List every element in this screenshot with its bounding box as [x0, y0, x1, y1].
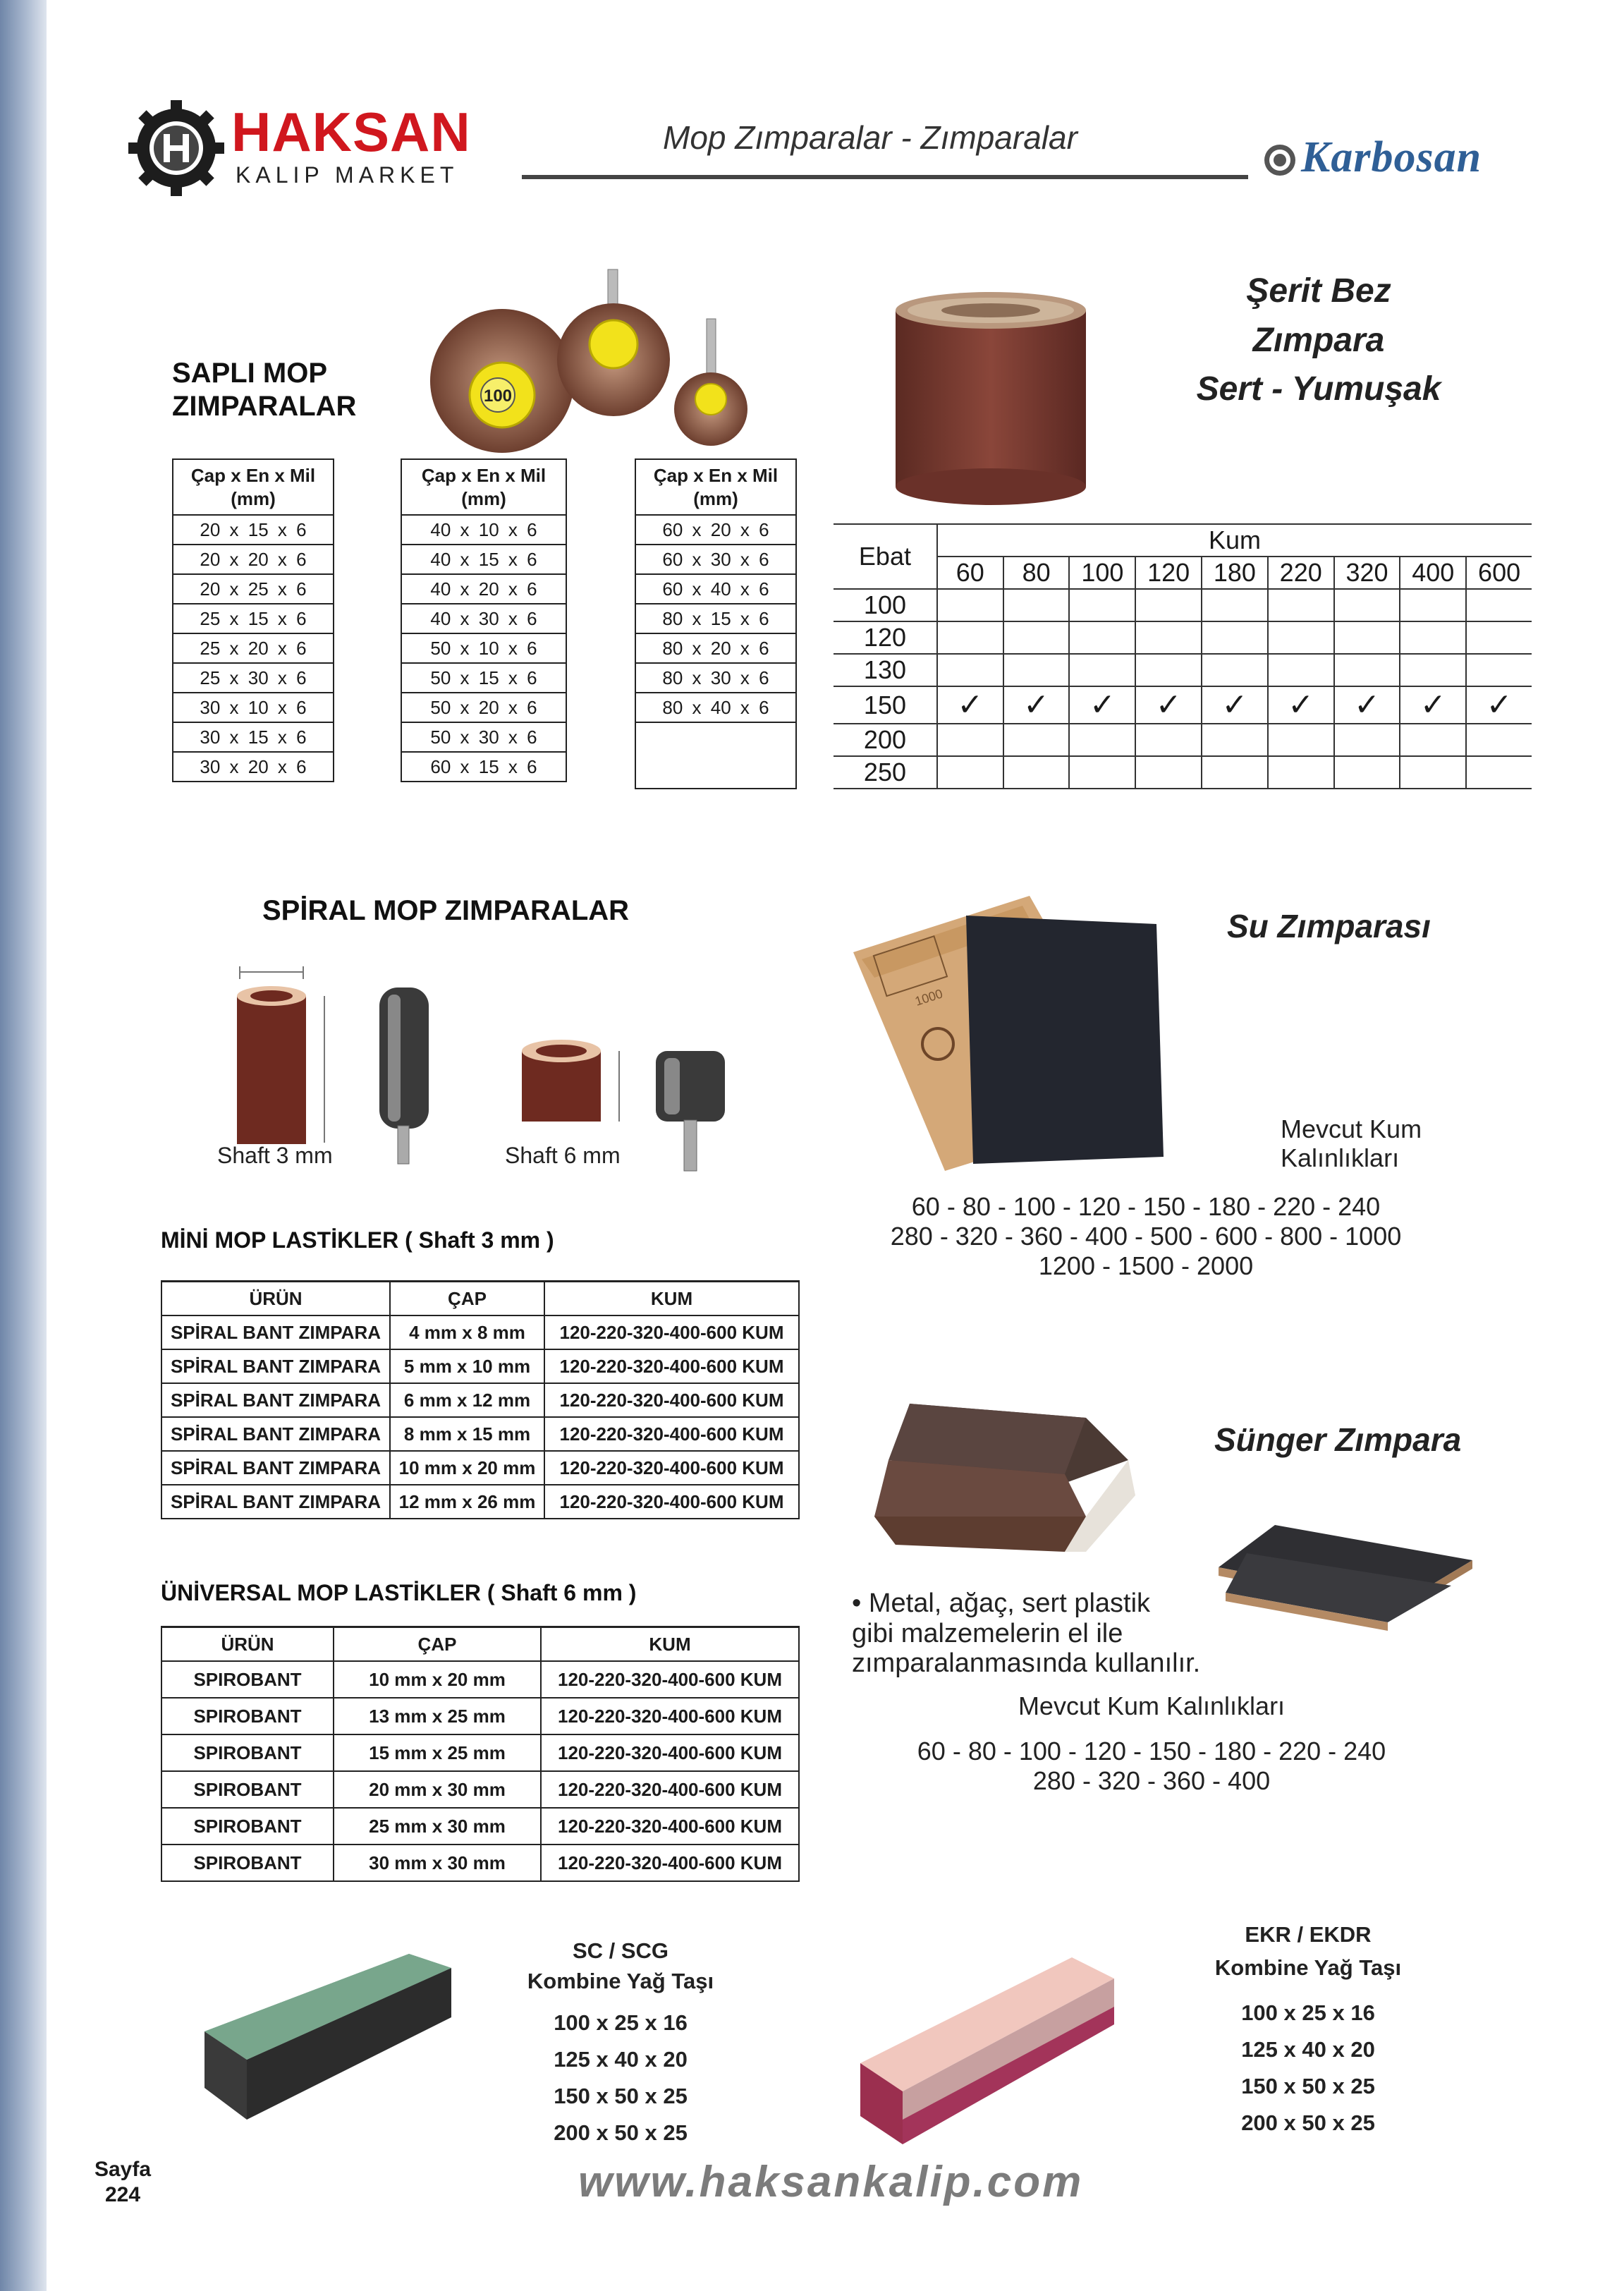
universal-header-urun: ÜRÜN [161, 1627, 334, 1662]
sapli-header-label: Çap x En x Mil [421, 465, 547, 486]
flap-wheel-image [423, 261, 740, 458]
su-kum-label [1281, 1114, 1422, 1173]
su-grit-list [850, 1192, 1442, 1280]
sunger-grit-list [852, 1737, 1451, 1796]
page-title: Mop Zımparalar - Zımparalar [663, 119, 1077, 156]
ebat-size-cell: 200 [834, 724, 937, 756]
empty-cell [1400, 621, 1466, 654]
grit-cell: 120-220-320-400-600 KUM [541, 1734, 799, 1771]
empty-cell [1400, 756, 1466, 789]
diameter-cell: 30 mm x 30 mm [334, 1845, 541, 1881]
empty-cell [1466, 589, 1532, 621]
water-sandpaper-image [853, 896, 1178, 1171]
sunger-desc-line3: zımparalanmasında kullanılır. [852, 1648, 1201, 1679]
ekr-size-list [1192, 1995, 1424, 2141]
empty-cell [1334, 654, 1400, 686]
empty-cell [937, 589, 1003, 621]
product-name-cell: SPIROBANT [161, 1734, 334, 1771]
grit-header: 600 [1466, 557, 1532, 589]
ebat-size-cell: 250 [834, 756, 937, 789]
diameter-cell: 5 mm x 10 mm [390, 1349, 544, 1383]
empty-cell [1466, 654, 1532, 686]
sapli-header-unit: (mm) [461, 487, 506, 509]
su-grit-line1: 60 - 80 - 100 - 120 - 150 - 180 - 220 - 240 [911, 1192, 1381, 1221]
size-cell: 25 x 20 x 6 [173, 633, 334, 663]
diameter-cell: 6 mm x 12 mm [390, 1383, 544, 1417]
empty-cell [937, 756, 1003, 789]
empty-cell [1003, 724, 1070, 756]
shaft6-label: Shaft 6 mm [505, 1143, 621, 1168]
grit-cell: 120-220-320-400-600 KUM [541, 1661, 799, 1698]
empty-cell [1202, 724, 1268, 756]
check-mark-cell: ✓ [1268, 686, 1334, 724]
empty-cell [1466, 621, 1532, 654]
ebat-size-cell: 130 [834, 654, 937, 686]
empty-cell [1466, 756, 1532, 789]
sapli-size-table-1 [172, 458, 334, 782]
mini-header-cap: ÇAP [390, 1282, 544, 1316]
size-cell: 40 x 30 x 6 [401, 604, 566, 633]
diameter-cell: 12 mm x 26 mm [390, 1485, 544, 1519]
size-cell: 30 x 15 x 6 [173, 722, 334, 752]
product-name-cell: SPIROBANT [161, 1698, 334, 1734]
kum-table [834, 523, 1532, 789]
sapli-title-line2: ZIMPARALAR [172, 391, 357, 423]
grit-header: 100 [1069, 557, 1135, 589]
table-row [161, 1771, 799, 1808]
mini-header-kum: KUM [544, 1282, 799, 1316]
sapli-size-table-2 [401, 458, 567, 782]
universal-mop-table [161, 1626, 800, 1882]
sapli-table-3-header [635, 459, 796, 515]
check-mark-cell: ✓ [1069, 686, 1135, 724]
sapli-title-line1: SAPLI MOP [172, 358, 328, 389]
grit-cell: 120-220-320-400-600 KUM [544, 1383, 799, 1417]
sapli-table-1-header [173, 459, 334, 515]
product-name-cell: SPİRAL BANT ZIMPARA [161, 1383, 390, 1417]
ekr-title [1192, 1919, 1424, 1984]
serit-title-line1: Şerit Bez [1246, 272, 1391, 310]
title-underline [522, 175, 1248, 179]
grit-cell: 120-220-320-400-600 KUM [544, 1451, 799, 1485]
sapli-table-2-header [401, 459, 566, 515]
grit-header: 120 [1135, 557, 1202, 589]
empty-cell [1003, 621, 1070, 654]
empty-cell [1334, 724, 1400, 756]
empty-cell [1069, 654, 1135, 686]
check-mark-cell: ✓ [1400, 686, 1466, 724]
sc-size-list [508, 2005, 733, 2151]
diameter-cell: 10 mm x 20 mm [334, 1661, 541, 1698]
empty-cell [1400, 724, 1466, 756]
grit-cell: 120-220-320-400-600 KUM [544, 1349, 799, 1383]
ebat-header: Ebat [834, 524, 937, 589]
empty-cell [1400, 589, 1466, 621]
grit-header: 220 [1268, 557, 1334, 589]
empty-cell [1334, 756, 1400, 789]
ebat-size-cell: 150 [834, 686, 937, 724]
table-row [161, 1315, 799, 1349]
check-mark-cell: ✓ [1334, 686, 1400, 724]
partner-brand-logo: Karbosan [1301, 133, 1482, 181]
sapli-title [172, 357, 356, 423]
grit-header: 60 [937, 557, 1003, 589]
product-name-cell: SPİRAL BANT ZIMPARA [161, 1417, 390, 1451]
serit-title-line2: Zımpara [1252, 321, 1385, 359]
flap-wheel-label: 100 [483, 387, 513, 406]
kum-table-row [834, 621, 1532, 654]
mini-mop-table [161, 1280, 800, 1519]
kum-table-row [834, 686, 1532, 724]
universal-header-cap: ÇAP [334, 1627, 541, 1662]
check-mark-cell: ✓ [937, 686, 1003, 724]
product-name-cell: SPIROBANT [161, 1771, 334, 1808]
sunger-desc-line1: • Metal, ağaç, sert plastik [852, 1588, 1151, 1618]
table-row [161, 1734, 799, 1771]
empty-cell [1334, 621, 1400, 654]
ebat-size-cell: 120 [834, 621, 937, 654]
grit-cell: 120-220-320-400-600 KUM [541, 1808, 799, 1845]
grit-cell: 120-220-320-400-600 KUM [541, 1698, 799, 1734]
empty-cell [1069, 589, 1135, 621]
size-cell: 40 x 20 x 6 [401, 574, 566, 604]
grit-header: 180 [1202, 557, 1268, 589]
grit-cell: 120-220-320-400-600 KUM [541, 1771, 799, 1808]
sapli-header-label: Çap x En x Mil [653, 465, 779, 486]
diameter-cell: 10 mm x 20 mm [390, 1451, 544, 1485]
size-cell: 60 x 40 x 6 [635, 574, 796, 604]
universal-title: ÜNİVERSAL MOP LASTİKLER ( Shaft 6 mm ) [161, 1580, 637, 1605]
empty-cell [1135, 724, 1202, 756]
empty-cell [1202, 621, 1268, 654]
universal-header-kum: KUM [541, 1627, 799, 1662]
website-link[interactable]: www.haksankalip.com [578, 2158, 1084, 2206]
table-row [161, 1383, 799, 1417]
ekr-size-item: 200 x 50 x 25 [1241, 2110, 1375, 2136]
empty-cell [1268, 589, 1334, 621]
product-name-cell: SPİRAL BANT ZIMPARA [161, 1315, 390, 1349]
spiral-shaft3-image [226, 966, 451, 1164]
product-name-cell: SPİRAL BANT ZIMPARA [161, 1451, 390, 1485]
kum-table-body [834, 589, 1532, 789]
page-side-band [0, 0, 47, 2291]
size-cell: 30 x 20 x 6 [173, 752, 334, 782]
kum-header: Kum [937, 524, 1532, 557]
table-row [161, 1808, 799, 1845]
sunger-grit-line1: 60 - 80 - 100 - 120 - 150 - 180 - 220 - 240 [917, 1737, 1386, 1766]
diameter-cell: 13 mm x 25 mm [334, 1698, 541, 1734]
sc-oil-stone-image [204, 1954, 465, 2123]
size-cell: 40 x 15 x 6 [401, 545, 566, 574]
size-cell: 60 x 15 x 6 [401, 752, 566, 782]
table-row [161, 1485, 799, 1519]
size-cell: 50 x 10 x 6 [401, 633, 566, 663]
empty-cell [937, 724, 1003, 756]
empty-cell [1069, 756, 1135, 789]
empty-cell [937, 621, 1003, 654]
grit-cell: 120-220-320-400-600 KUM [541, 1845, 799, 1881]
table-row [161, 1349, 799, 1383]
table-row [161, 1661, 799, 1698]
table-row [161, 1698, 799, 1734]
diameter-cell: 8 mm x 15 mm [390, 1417, 544, 1451]
page-label: Sayfa [94, 2158, 152, 2181]
grit-cell: 120-220-320-400-600 KUM [544, 1417, 799, 1451]
kum-table-row [834, 724, 1532, 756]
diameter-cell: 20 mm x 30 mm [334, 1771, 541, 1808]
grit-header: 80 [1003, 557, 1070, 589]
size-cell: 80 x 30 x 6 [635, 663, 796, 693]
empty-cell [1003, 589, 1070, 621]
serit-title [1171, 267, 1467, 414]
empty-cell [1069, 724, 1135, 756]
product-name-cell: SPIROBANT [161, 1845, 334, 1881]
size-cell: 50 x 30 x 6 [401, 722, 566, 752]
su-kum-label-line1: Mevcut Kum [1281, 1114, 1422, 1143]
empty-cell [1268, 724, 1334, 756]
sandpaper-grit-label: 1000 [913, 986, 945, 1009]
empty-cell [1135, 589, 1202, 621]
sponge-block-image [874, 1404, 1142, 1559]
sc-size-item: 150 x 50 x 25 [554, 2084, 688, 2109]
su-kum-label-line2: Kalınlıkları [1281, 1143, 1400, 1173]
size-cell: 50 x 20 x 6 [401, 693, 566, 722]
page-number: 224 [104, 2183, 141, 2206]
product-name-cell: SPIROBANT [161, 1808, 334, 1845]
mini-header-urun: ÜRÜN [161, 1282, 390, 1316]
sunger-kum-label: Mevcut Kum Kalınlıkları [1018, 1691, 1286, 1720]
size-cell-empty [635, 722, 796, 789]
sc-size-item: 200 x 50 x 25 [554, 2120, 688, 2146]
empty-cell [1135, 756, 1202, 789]
su-grit-line2: 280 - 320 - 360 - 400 - 500 - 600 - 800 - 1000 [890, 1221, 1402, 1251]
sapli-header-unit: (mm) [693, 487, 738, 509]
size-cell: 80 x 40 x 6 [635, 693, 796, 722]
empty-cell [1466, 724, 1532, 756]
ekr-title-line2: Kombine Yağ Taşı [1214, 1955, 1402, 1980]
sc-size-item: 100 x 25 x 16 [554, 2010, 688, 2035]
diameter-cell: 15 mm x 25 mm [334, 1734, 541, 1771]
empty-cell [1268, 756, 1334, 789]
empty-cell [1135, 654, 1202, 686]
check-mark-cell: ✓ [1135, 686, 1202, 724]
brand-subtitle: KALIP MARKET [236, 162, 459, 188]
sc-title [508, 1936, 733, 1997]
brand-name: HAKSAN [231, 101, 471, 163]
size-cell: 20 x 20 x 6 [173, 545, 334, 574]
sanding-roll-image [881, 282, 1100, 508]
grit-header: 320 [1334, 557, 1400, 589]
ekr-size-item: 150 x 50 x 25 [1241, 2074, 1375, 2099]
empty-cell [1003, 756, 1070, 789]
size-cell: 80 x 20 x 6 [635, 633, 796, 663]
empty-cell [1202, 654, 1268, 686]
sponge-pad-image [1219, 1525, 1479, 1631]
product-name-cell: SPIROBANT [161, 1661, 334, 1698]
empty-cell [1202, 756, 1268, 789]
karbosan-gear-icon [1262, 142, 1298, 178]
sunger-title: Sünger Zımpara [1214, 1421, 1462, 1458]
kum-table-row [834, 589, 1532, 621]
diameter-cell: 4 mm x 8 mm [390, 1315, 544, 1349]
size-cell: 80 x 15 x 6 [635, 604, 796, 633]
product-name-cell: SPİRAL BANT ZIMPARA [161, 1349, 390, 1383]
empty-cell [1268, 621, 1334, 654]
page-number-block [86, 2157, 159, 2208]
size-cell: 50 x 15 x 6 [401, 663, 566, 693]
ekr-title-line1: EKR / EKDR [1245, 1922, 1372, 1947]
kum-table-row [834, 654, 1532, 686]
sc-title-line1: SC / SCG [572, 1938, 669, 1963]
size-cell: 60 x 30 x 6 [635, 545, 796, 574]
shaft3-label: Shaft 3 mm [217, 1143, 333, 1168]
sapli-header-label: Çap x En x Mil [190, 465, 316, 486]
kum-table-wrapper [834, 523, 1521, 789]
size-cell: 20 x 15 x 6 [173, 515, 334, 545]
su-title: Su Zımparası [1227, 908, 1431, 944]
check-mark-cell: ✓ [1202, 686, 1268, 724]
check-mark-cell: ✓ [1003, 686, 1070, 724]
empty-cell [1400, 654, 1466, 686]
size-cell: 25 x 30 x 6 [173, 663, 334, 693]
su-grit-line3: 1200 - 1500 - 2000 [1038, 1251, 1254, 1280]
size-cell: 20 x 25 x 6 [173, 574, 334, 604]
diameter-cell: 25 mm x 30 mm [334, 1808, 541, 1845]
table-row [161, 1451, 799, 1485]
ekr-oil-stone-image [860, 1957, 1128, 2148]
ebat-size-cell: 100 [834, 589, 937, 621]
size-cell: 60 x 20 x 6 [635, 515, 796, 545]
empty-cell [937, 654, 1003, 686]
empty-cell [1069, 621, 1135, 654]
table-row [161, 1417, 799, 1451]
size-cell: 40 x 10 x 6 [401, 515, 566, 545]
empty-cell [1135, 621, 1202, 654]
empty-cell [1202, 589, 1268, 621]
mini-title: MİNİ MOP LASTİKLER ( Shaft 3 mm ) [161, 1227, 554, 1253]
product-name-cell: SPİRAL BANT ZIMPARA [161, 1485, 390, 1519]
check-mark-cell: ✓ [1466, 686, 1532, 724]
sunger-desc-line2: gibi malzemelerin el ile [852, 1618, 1123, 1648]
ekr-size-item: 125 x 40 x 20 [1241, 2037, 1375, 2062]
ekr-size-item: 100 x 25 x 16 [1241, 2000, 1375, 2025]
sunger-grit-line2: 280 - 320 - 360 - 400 [1032, 1766, 1271, 1795]
spiral-title: SPİRAL MOP ZIMPARALAR [262, 895, 630, 926]
sunger-description [852, 1588, 1200, 1679]
empty-cell [1334, 589, 1400, 621]
sc-size-item: 125 x 40 x 20 [554, 2047, 688, 2072]
kum-table-row [834, 756, 1532, 789]
sapli-header-unit: (mm) [231, 487, 276, 509]
empty-cell [1268, 654, 1334, 686]
size-cell: 30 x 10 x 6 [173, 693, 334, 722]
table-row [161, 1845, 799, 1881]
serit-title-line3: Sert - Yumuşak [1196, 370, 1441, 408]
sapli-size-table-3 [635, 458, 797, 789]
sc-title-line2: Kombine Yağ Taşı [527, 1969, 714, 1994]
grit-header: 400 [1400, 557, 1466, 589]
haksan-gear-logo-icon [127, 99, 226, 198]
empty-cell [1003, 654, 1070, 686]
size-cell: 25 x 15 x 6 [173, 604, 334, 633]
grit-cell: 120-220-320-400-600 KUM [544, 1315, 799, 1349]
grit-cell: 120-220-320-400-600 KUM [544, 1485, 799, 1519]
